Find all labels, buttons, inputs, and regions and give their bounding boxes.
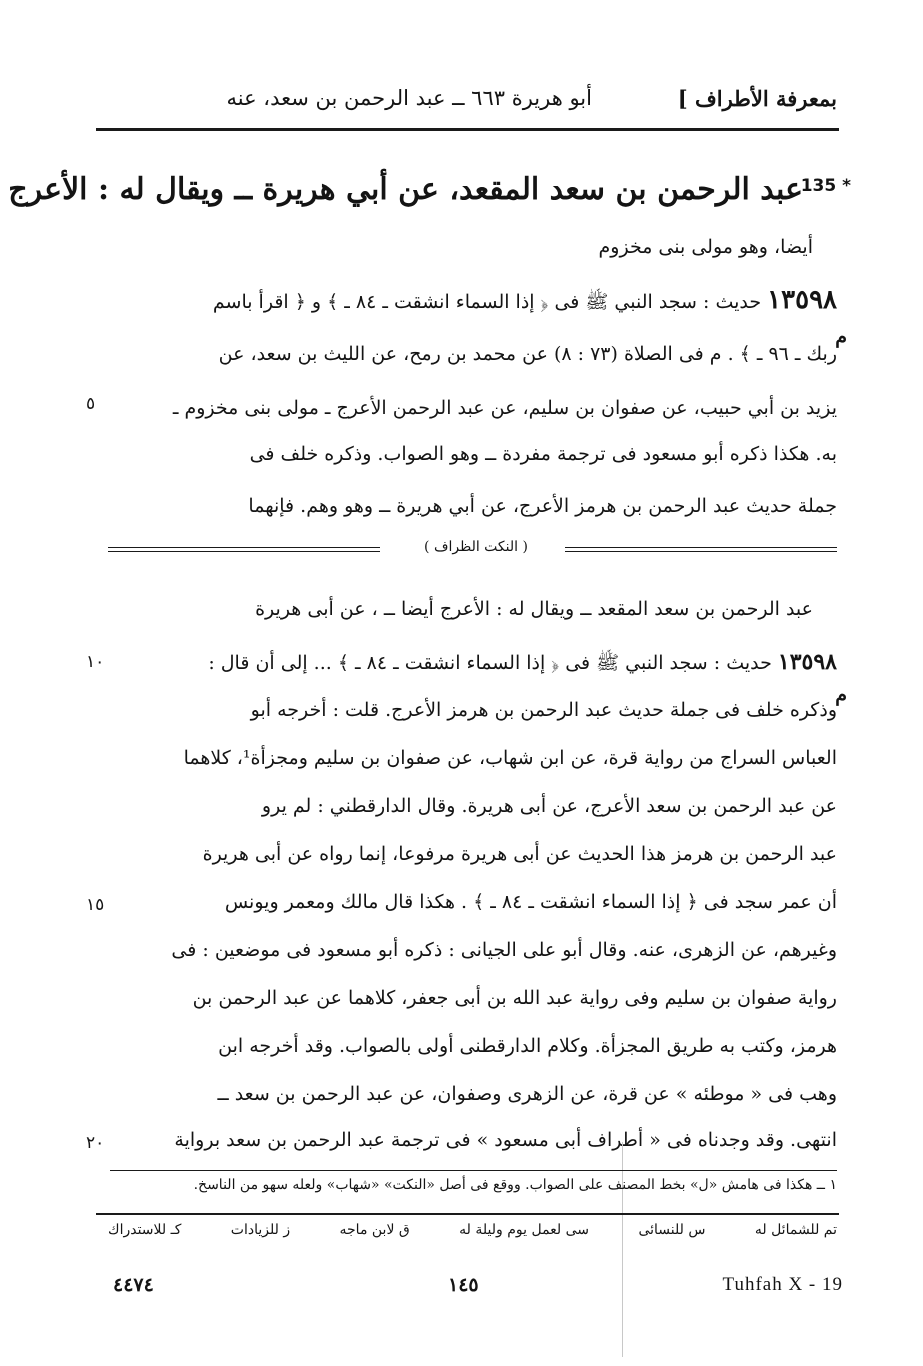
margin-number-20: ٢٠ — [86, 1133, 105, 1153]
nukat-line-4: عن عبد الرحمن بن سعد الأعرج، عن أبى هريرة. وقال الدارقطني : لم يرو — [261, 795, 837, 817]
header-rule — [96, 128, 839, 131]
nukat-line-5: عبد الرحمن بن هرمز هذا الحديث عن أبى هريرة مرفوعا، إنما رواه عن أبى هريرة — [202, 843, 837, 865]
folio-total-number: ٤٤٧٤ — [113, 1274, 154, 1296]
running-header — [100, 86, 837, 122]
main-line-3: يزيد بن أبي حبيب، عن صفوان بن سليم، عن عبد الرحمن الأعرج ـ مولى بنى مخزوم ـ — [172, 397, 837, 419]
nukat-line-9: هرمز، وكتب به طريق المجزأة. وكلام الدارقطنى أولى بالصواب. وقد أخرجه ابن — [218, 1035, 837, 1057]
main-line-2: ربك ـ ٩٦ ـ ﴾ . م فى الصلاة (٧٣ : ٨) عن محمد بن رمح، عن الليث بن سعد، عن — [218, 343, 837, 365]
main-line-1-text: حديث : سجد النبي ﷺ فى ﴿ إذا السماء انشقت ـ ٨٤ ـ ﴾ و ﴿ اقرأ باسم — [212, 291, 762, 313]
nukat-title: عبد الرحمن بن سعد المقعد ــ ويقال له : الأعرج أيضا ــ ، عن أبى هريرة — [255, 598, 813, 620]
section-divider — [108, 539, 837, 557]
nukat-line-7: وغيرهم، عن الزهرى، عنه. وقال أبو على الجيانى : ذكره أبو مسعود فى موضعين : فى — [171, 939, 837, 961]
page-number: ١٤٥ — [448, 1274, 479, 1296]
margin-number-10: ١٠ — [86, 652, 105, 672]
nukat-line-10: وهب فى « موطئه » عن قرة، عن الزهرى وصفوان، عن عبد الرحمن بن سعد ــ — [217, 1083, 837, 1105]
abbreviation-key — [108, 1222, 837, 1238]
margin-number-5: ٥ — [86, 394, 96, 414]
nukat-hadith-number: ١٣٥٩٨ — [777, 649, 837, 675]
nukat-line-8: رواية صفوان بن سليم وفى رواية عبد الله بن أبى جعفر، كلاهما عن عبد الرحمن بن — [192, 987, 837, 1009]
abbrev-item: سى لعمل يوم وليلة له — [459, 1222, 590, 1238]
header-page-title: أبو هريرة ٦٦٣ ــ عبد الرحمن بن سعد، عنه — [226, 86, 592, 110]
abbrev-item: تم للشمائل له — [754, 1222, 837, 1238]
header-section-title: بمعرفة الأطراف ] — [677, 86, 837, 111]
divider-label: ( النكت الظراف ) — [424, 539, 528, 555]
footnote-rule — [110, 1170, 837, 1171]
abbrev-item: ز للزيادات — [230, 1222, 291, 1238]
abbrev-item: كـ للاستدراك — [108, 1222, 182, 1238]
nukat-line-1-text: حديث : سجد النبي ﷺ فى ﴿ إذا السماء انشقت ـ ٨٤ ـ ﴾ ... إلى أن قال : — [208, 652, 772, 674]
main-line-1 — [108, 286, 837, 316]
footnote: ١ ــ هكذا فى هامش «ل» بخط المصنف على الصواب. ووقع فى أصل «النكت» «شهاب» ولعله سهو من الناسخ. — [193, 1177, 837, 1193]
entry-title: عبد الرحمن بن سعد المقعد، عن أبي هريرة ــ ويقال له : الأعرج — [8, 172, 803, 207]
divider-line-left — [108, 547, 380, 552]
abbreviation-rule — [96, 1213, 839, 1215]
nukat-line-2: وذكره خلف فى جملة حديث عبد الرحمن بن هرمز الأعرج. قلت : أخرجه أبو — [250, 699, 837, 721]
main-line-4: به. هكذا ذكره أبو مسعود فى ترجمة مفردة ــ وهو الصواب. وذكره خلف فى — [249, 443, 837, 465]
entry-subtitle: أيضا، وهو مولى بنى مخزوم — [598, 236, 813, 258]
volume-signature: Tuhfah X - 19 — [722, 1274, 843, 1295]
abbrev-item: س للنسائى — [638, 1222, 706, 1238]
entry-asterisk: * — [842, 176, 851, 196]
abbrev-item: ق لابن ماجه — [339, 1222, 410, 1238]
nukat-line-3: العباس السراج من رواية قرة، عن ابن شهاب، عن صفوان بن سليم ومجزأة¹، كلاهما — [183, 747, 837, 769]
margin-number-15: ١٥ — [86, 895, 105, 915]
main-hadith-number: ١٣٥٩٨ — [767, 286, 837, 315]
divider-line-right — [565, 547, 837, 552]
main-line-5: جملة حديث عبد الرحمن بن هرمز الأعرج، عن أبي هريرة ــ وهو وهم. فإنهما — [248, 495, 837, 517]
main-source-mark: م — [835, 326, 847, 348]
entry-number — [801, 176, 851, 196]
scan-artifact-line — [622, 1142, 623, 1357]
nukat-line-11: انتهى. وقد وجدناه فى « أطراف أبى مسعود » فى ترجمة عبد الرحمن بن سعد برواية — [174, 1129, 837, 1151]
nukat-line-1 — [108, 648, 837, 677]
entry-number-value: 135 — [800, 176, 837, 196]
nukat-source-mark: م — [835, 684, 847, 706]
nukat-line-6: أن عمر سجد فى ﴿ إذا السماء انشقت ـ ٨٤ ـ ﴾ . هكذا قال مالك ومعمر ويونس — [224, 891, 837, 913]
